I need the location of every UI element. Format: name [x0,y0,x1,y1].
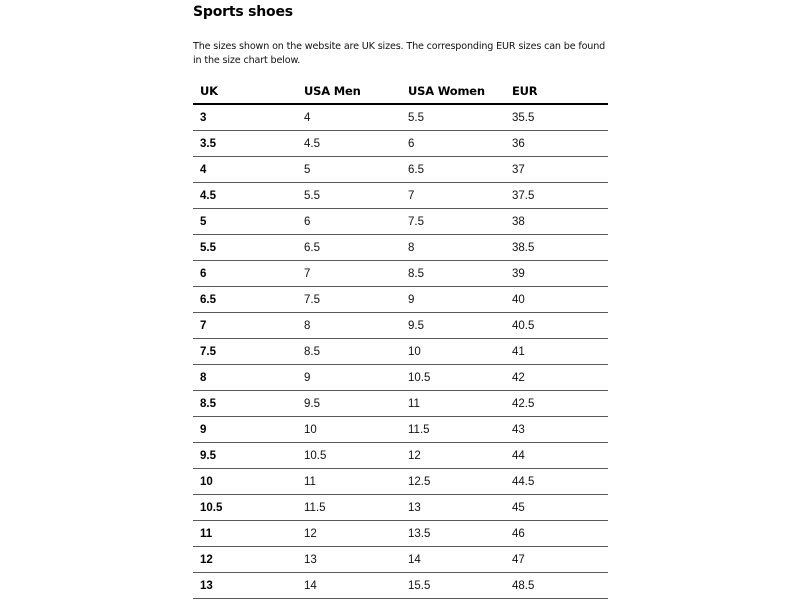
table-row [193,287,608,313]
usa-men-cell: 9.5 [297,391,401,417]
usa-women-cell: 6.5 [401,157,505,183]
uk-cell: 3 [193,104,297,131]
uk-cell: 6 [193,261,297,287]
table-row [193,339,608,365]
usa-women-cell: 7 [401,183,505,209]
usa-men-cell: 6 [297,209,401,235]
usa-men-cell: 8 [297,313,401,339]
eur-cell: 44 [505,443,608,469]
uk-cell: 6.5 [193,287,297,313]
table-body [193,104,608,599]
header-usa-women: USA Women [401,78,505,104]
uk-cell: 4 [193,157,297,183]
usa-men-cell: 4 [297,104,401,131]
usa-women-cell: 11.5 [401,417,505,443]
eur-cell: 37.5 [505,183,608,209]
usa-women-cell: 5.5 [401,104,505,131]
uk-cell: 8 [193,365,297,391]
header-uk: UK [193,78,297,104]
usa-women-cell: 9 [401,287,505,313]
usa-women-cell: 13 [401,495,505,521]
usa-women-cell: 9.5 [401,313,505,339]
eur-cell: 38 [505,209,608,235]
header-eur: EUR [505,78,608,104]
table-row [193,365,608,391]
table-row [193,183,608,209]
uk-cell: 8.5 [193,391,297,417]
usa-women-cell: 11 [401,391,505,417]
table-row [193,443,608,469]
usa-men-cell: 11.5 [297,495,401,521]
uk-cell: 7.5 [193,339,297,365]
size-chart-table [193,78,608,599]
usa-men-cell: 5 [297,157,401,183]
eur-cell: 47 [505,547,608,573]
intro-paragraph: The sizes shown on the website are UK sizes. The corresponding EUR sizes can be found in the size chart below. [193,41,606,66]
usa-men-cell: 11 [297,469,401,495]
usa-men-cell: 10 [297,417,401,443]
eur-cell: 48.5 [505,573,608,599]
eur-cell: 40.5 [505,313,608,339]
uk-cell: 10 [193,469,297,495]
uk-cell: 5.5 [193,235,297,261]
eur-cell: 43 [505,417,608,443]
table-row [193,547,608,573]
uk-cell: 9 [193,417,297,443]
usa-men-cell: 14 [297,573,401,599]
usa-men-cell: 12 [297,521,401,547]
usa-men-cell: 4.5 [297,131,401,157]
usa-men-cell: 6.5 [297,235,401,261]
usa-men-cell: 7 [297,261,401,287]
usa-women-cell: 6 [401,131,505,157]
uk-cell: 5 [193,209,297,235]
eur-cell: 39 [505,261,608,287]
uk-cell: 9.5 [193,443,297,469]
usa-women-cell: 15.5 [401,573,505,599]
header-row [193,78,608,104]
usa-women-cell: 12 [401,443,505,469]
page-title: Sports shoes [193,4,293,20]
usa-women-cell: 8.5 [401,261,505,287]
table-header [193,78,608,104]
eur-cell: 45 [505,495,608,521]
uk-cell: 4.5 [193,183,297,209]
eur-cell: 40 [505,287,608,313]
table-row [193,104,608,131]
usa-women-cell: 10.5 [401,365,505,391]
table-row [193,391,608,417]
table-row [193,235,608,261]
usa-women-cell: 10 [401,339,505,365]
uk-cell: 3.5 [193,131,297,157]
eur-cell: 38.5 [505,235,608,261]
usa-men-cell: 10.5 [297,443,401,469]
table-row [193,495,608,521]
table-row [193,131,608,157]
table-row [193,261,608,287]
usa-women-cell: 8 [401,235,505,261]
table-row [193,573,608,599]
table-row [193,417,608,443]
usa-men-cell: 13 [297,547,401,573]
header-usa-men: USA Men [297,78,401,104]
usa-men-cell: 5.5 [297,183,401,209]
usa-women-cell: 14 [401,547,505,573]
eur-cell: 37 [505,157,608,183]
table-row [193,521,608,547]
eur-cell: 44.5 [505,469,608,495]
eur-cell: 46 [505,521,608,547]
usa-men-cell: 9 [297,365,401,391]
usa-women-cell: 12.5 [401,469,505,495]
table-row [193,313,608,339]
uk-cell: 10.5 [193,495,297,521]
uk-cell: 7 [193,313,297,339]
eur-cell: 42.5 [505,391,608,417]
table-row [193,209,608,235]
usa-women-cell: 7.5 [401,209,505,235]
table-row [193,469,608,495]
usa-men-cell: 8.5 [297,339,401,365]
uk-cell: 13 [193,573,297,599]
eur-cell: 41 [505,339,608,365]
usa-men-cell: 7.5 [297,287,401,313]
usa-women-cell: 13.5 [401,521,505,547]
eur-cell: 35.5 [505,104,608,131]
uk-cell: 12 [193,547,297,573]
eur-cell: 36 [505,131,608,157]
eur-cell: 42 [505,365,608,391]
table-row [193,157,608,183]
uk-cell: 11 [193,521,297,547]
